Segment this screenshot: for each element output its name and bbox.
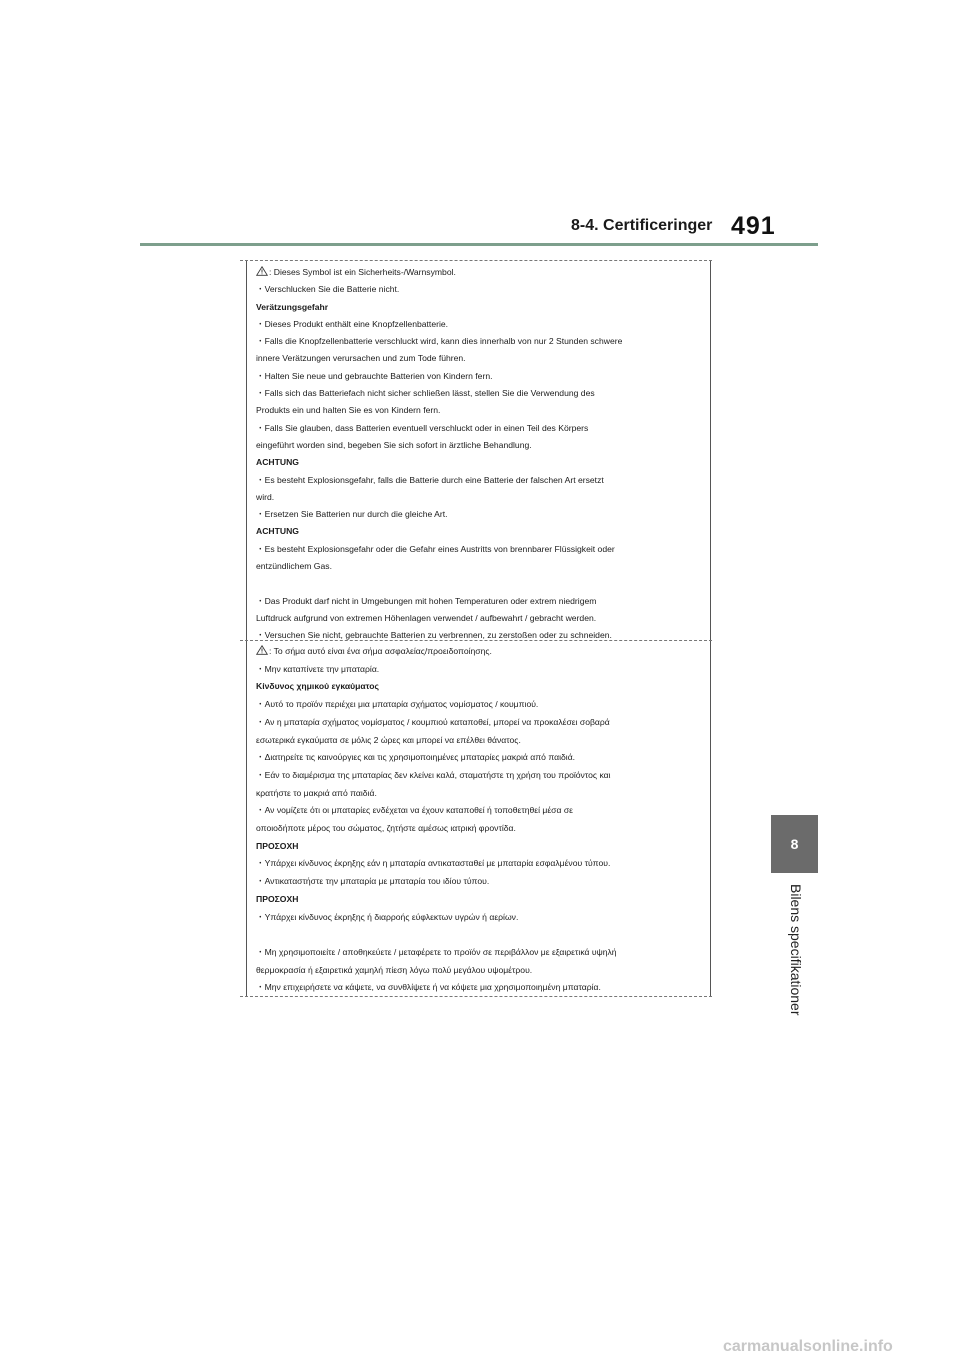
warning-heading: Κίνδυνος χημικού εγκαύματος bbox=[256, 681, 379, 692]
warning-heading: Verätzungsgefahr bbox=[256, 301, 329, 312]
warning-line: ・Υπάρχει κίνδυνος έκρηξης ή διαρροής εύφλεκτων υγρών ή αερίων. bbox=[256, 911, 519, 922]
chapter-tab[interactable] bbox=[771, 815, 818, 873]
warning-line: Luftdruck aufgrund von extremen Höhenlagen verwendet / aufbewahrt / gebracht werden. bbox=[256, 612, 597, 623]
warning-line: Produkts ein und halten Sie es von Kindern fern. bbox=[256, 405, 441, 416]
warning-line: ・Μη χρησιμοποιείτε / αποθηκεύετε / μεταφέρετε το προϊόν σε περιβάλλον με εξαιρετικά υψηλή bbox=[256, 946, 617, 957]
warning-line: ・Falls Sie glauben, dass Batterien eventuell verschluckt oder in einen Teil des Körpers bbox=[256, 422, 589, 433]
warning-line: οποιοδήποτε μέρος του σώματος, ζητήστε αμέσως ιατρική φροντίδα. bbox=[256, 823, 516, 834]
warning-line: ・Εάν το διαμέρισμα της μπαταρίας δεν κλείνει καλά, σταματήστε τη χρήση του προϊόντος και bbox=[256, 769, 611, 780]
warning-line: ・Das Produkt darf nicht in Umgebungen mit hohen Temperaturen oder extrem niedrigem bbox=[256, 595, 597, 606]
warning-line: ・Αντικαταστήστε την μπαταρία με μπαταρία του ιδίου τύπου. bbox=[256, 876, 490, 887]
warning-line: ・Μην επιχειρήσετε να κάψετε, να συνθλίψετε ή να κόψετε μια χρησιμοποιημένη μπαταρία. bbox=[256, 982, 601, 993]
page-number: 491 bbox=[731, 212, 776, 240]
warning-line: innere Verätzungen verursachen und zum Tode führen. bbox=[256, 353, 466, 364]
blank-line bbox=[256, 575, 706, 592]
chapter-number: 8 bbox=[790, 836, 799, 852]
warning-line: ・Αν νομίζετε ότι οι μπαταρίες ενδέχεται να έχουν καταποθεί ή τοποθετηθεί μέσα σε bbox=[256, 805, 573, 816]
greek-symbol-text: : Το σήμα αυτό είναι ένα σήμα ασφαλείας/προειδοποίησης. bbox=[269, 646, 492, 656]
chapter-label bbox=[784, 884, 804, 1034]
warning-line: ・Αυτό το προϊόν περιέχει μια μπαταρία σχήματος νομίσματος / κουμπιού. bbox=[256, 699, 539, 710]
warning-line: ・Dieses Produkt enthält eine Knopfzellenbatterie. bbox=[256, 318, 449, 329]
warning-line: ・Ersetzen Sie Batterien nur durch die gleiche Art. bbox=[256, 509, 448, 520]
warning-line: ・Verschlucken Sie die Batterie nicht. bbox=[256, 284, 400, 295]
warning-line: wird. bbox=[256, 491, 275, 502]
warning-heading: ΠΡΟΣΟΧΗ bbox=[256, 893, 299, 904]
blank-line bbox=[256, 926, 706, 944]
watermark-logo: carmanualsonline.info bbox=[723, 1338, 893, 1355]
page-header bbox=[0, 0, 960, 250]
warning-line: κρατήστε το μακριά από παιδιά. bbox=[256, 787, 377, 798]
chapter-label-text: Bilens specifikationer bbox=[788, 884, 804, 1016]
greek-warning-text bbox=[256, 643, 706, 997]
warning-line: entzündlichem Gas. bbox=[256, 561, 332, 572]
warning-heading: ΠΡΟΣΟΧΗ bbox=[256, 840, 299, 851]
warning-heading: ACHTUNG bbox=[256, 526, 299, 537]
header-rule bbox=[140, 243, 818, 246]
warning-triangle-icon bbox=[256, 645, 268, 655]
warning-line: ・Halten Sie neue und gebrauchte Batterien von Kindern fern. bbox=[256, 370, 493, 381]
german-warning-text bbox=[256, 264, 706, 645]
warning-line: ・Αν η μπαταρία σχήματος νομίσματος / κουμπιού καταποθεί, μπορεί να προκαλέσει σοβαρά bbox=[256, 716, 610, 727]
section-title: 8-4. Certificeringer bbox=[571, 217, 713, 234]
warning-line: εσωτερικά εγκαύματα σε μόλις 2 ώρες και μπορεί να επέλθει θάνατος. bbox=[256, 734, 521, 745]
warning-line: ・Es besteht Explosionsgefahr, falls die Batterie durch eine Batterie der falschen Art ersetzt bbox=[256, 474, 604, 485]
warning-triangle-icon bbox=[256, 266, 268, 276]
warning-line: ・Es besteht Explosionsgefahr oder die Gefahr eines Austritts von brennbarer Flüssigkeit oder bbox=[256, 543, 615, 554]
frame-top-line bbox=[240, 260, 712, 261]
german-symbol-text: : Dieses Symbol ist ein Sicherheits-/Warnsymbol. bbox=[269, 267, 456, 277]
warning-line: ・Μην καταπίνετε την μπαταρία. bbox=[256, 663, 380, 674]
warning-heading: ACHTUNG bbox=[256, 457, 299, 468]
warning-line: eingeführt worden sind, begeben Sie sich sofort in ärztliche Behandlung. bbox=[256, 439, 532, 450]
warning-line: ・Διατηρείτε τις καινούργιες και τις χρησιμοποιημένες μπαταρίες μακριά από παιδιά. bbox=[256, 752, 576, 763]
warning-line: ・Υπάρχει κίνδυνος έκρηξης εάν η μπαταρία αντικατασταθεί με μπαταρία εσφαλμένου τύπου. bbox=[256, 858, 611, 869]
warning-line: θερμοκρασία ή εξαιρετικά χαμηλή πίεση λόγω πολύ μεγάλου υψομέτρου. bbox=[256, 964, 533, 975]
warning-line: ・Versuchen Sie nicht, gebrauchte Batterien zu verbrennen, zu zerstoßen oder zu schneiden. bbox=[256, 630, 612, 641]
warning-line: ・Falls die Knopfzellenbatterie verschluckt wird, kann dies innerhalb von nur 2 Stunden schwere bbox=[256, 336, 623, 347]
warning-line: ・Falls sich das Batteriefach nicht sicher schließen lässt, stellen Sie die Verwendung des bbox=[256, 388, 595, 399]
